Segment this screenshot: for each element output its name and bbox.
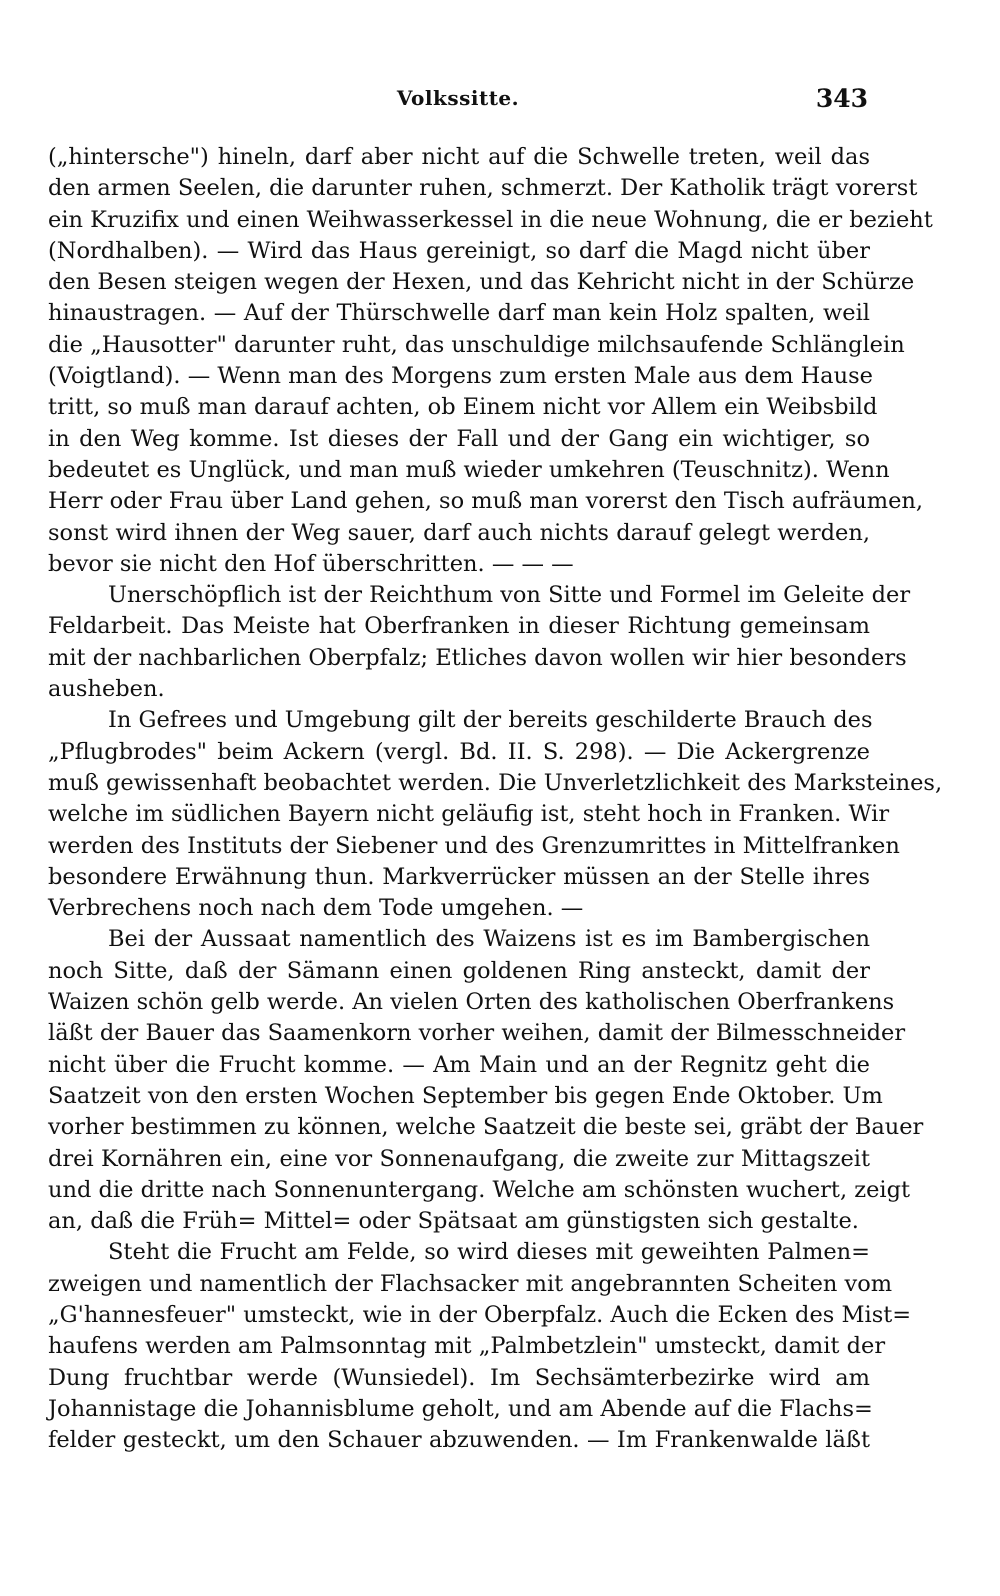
text-line: „Pflugbrodes" beim Ackern (vergl. Bd. II. S. 298). — Die Ackergrenze (48, 738, 870, 765)
text-line: sonst wird ihnen der Weg sauer, darf auch nichts darauf gelegt werden, (48, 519, 870, 546)
text-line: Waizen schön gelb werde. An vielen Orten des katholischen Oberfrankens (48, 989, 895, 1016)
body-text (48, 142, 943, 1456)
text-line: hinaustragen. — Auf der Thürschwelle darf man kein Holz spalten, weil (48, 300, 870, 327)
text-line: den Besen steigen wegen der Hexen, und das Kehricht nicht in der Schürze (48, 269, 915, 296)
text-line: bedeutet es Unglück, und man muß wieder umkehren (Teuschnitz). Wenn (48, 456, 890, 483)
text-line: und die dritte nach Sonnenuntergang. Welche am schönsten wuchert, zeigt (48, 1176, 911, 1203)
text-line: zweigen und namentlich der Flachsacker mit angebrannten Scheiten vom (48, 1270, 893, 1297)
text-line: („hintersche") hineln, darf aber nicht auf die Schwelle treten, weil das (48, 144, 870, 170)
text-line: welche im südlichen Bayern nicht geläufig ist, steht hoch in Franken. Wir (48, 801, 890, 828)
paragraph-start-line: Unerschöpflich ist der Reichthum von Sitte und Formel im Geleite der (108, 582, 911, 609)
paragraph-start-line: Bei der Aussaat namentlich des Waizens ist es im Bambergischen (108, 926, 870, 953)
text-line: (Voigtland). — Wenn man des Morgens zum ersten Male aus dem Hause (48, 363, 873, 390)
text-line: ausheben. (48, 676, 165, 703)
page-number: 343 (815, 84, 868, 113)
text-line: Johannistage die Johannisblume geholt, und am Abende auf die Flachs= (48, 1395, 873, 1422)
text-line: Feldarbeit. Das Meiste hat Oberfranken in dieser Richtung gemeinsam (48, 613, 870, 640)
text-line: Saatzeit von den ersten Wochen September bis gegen Ende Oktober. Um (48, 1082, 883, 1109)
text-line: (Nordhalben). — Wird das Haus gereinigt, so darf die Magd nicht über (48, 237, 870, 264)
text-line: werden des Instituts der Siebener und des Grenzumrittes in Mittelfranken (48, 832, 900, 859)
text-line: tritt, so muß man darauf achten, ob Einem nicht vor Allem ein Weibsbild (48, 394, 878, 421)
text-line: muß gewissenhaft beobachtet werden. Die Unverletzlichkeit des Marksteines, (48, 769, 943, 796)
text-line: vorher bestimmen zu können, welche Saatzeit die beste sei, gräbt der Bauer (48, 1114, 924, 1141)
text-line: läßt der Bauer das Saamenkorn vorher weihen, damit der Bilmesschneider (48, 1020, 906, 1047)
text-line: felder gesteckt, um den Schauer abzuwenden. — Im Frankenwalde läßt (48, 1427, 870, 1454)
text-line: drei Kornähren ein, eine vor Sonnenaufgang, die zweite zur Mittagszeit (48, 1145, 870, 1172)
text-line: haufens werden am Palmsonntag mit „Palmbetzlein" umsteckt, damit der (48, 1333, 886, 1360)
page-header (48, 86, 868, 118)
running-head: Volkssitte. (396, 86, 520, 110)
text-line: Herr oder Frau über Land gehen, so muß man vorerst den Tisch aufräumen, (48, 488, 924, 515)
text-line: ein Kruzifix und einen Weihwasserkessel in die neue Wohnung, die er bezieht (48, 206, 933, 233)
text-line: „G'hannesfeuer" umsteckt, wie in der Oberpfalz. Auch die Ecken des Mist= (48, 1301, 912, 1328)
text-line: an, daß die Früh= Mittel= oder Spätsaat am günstigsten sich gestalte. (48, 1208, 859, 1235)
paragraph-start-line: Steht die Frucht am Felde, so wird dieses mit geweihten Palmen= (108, 1239, 870, 1266)
text-line: in den Weg komme. Ist dieses der Fall und der Gang ein wichtiger, so (48, 425, 870, 452)
text-line: mit der nachbarlichen Oberpfalz; Etliches davon wollen wir hier besonders (48, 644, 907, 671)
text-line: Dung fruchtbar werde (Wunsiedel). Im Sechsämterbezirke wird am (48, 1364, 870, 1391)
text-line: bevor sie nicht den Hof überschritten. — — — (48, 550, 574, 577)
paragraph-start-line: In Gefrees und Umgebung gilt der bereits geschilderte Brauch des (108, 707, 873, 734)
text-line: Verbrechens noch nach dem Tode umgehen. — (48, 895, 584, 922)
text-line: besondere Erwähnung thun. Markverrücker müssen an der Stelle ihres (48, 863, 870, 890)
text-line: die „Hausotter" darunter ruht, das unschuldige milchsaufende Schlänglein (48, 331, 905, 358)
text-line: noch Sitte, daß der Sämann einen goldenen Ring ansteckt, damit der (48, 957, 870, 984)
text-line: nicht über die Frucht komme. — Am Main und an der Regnitz geht die (48, 1051, 870, 1078)
text-line: den armen Seelen, die darunter ruhen, schmerzt. Der Katholik trägt vorerst (48, 175, 918, 202)
